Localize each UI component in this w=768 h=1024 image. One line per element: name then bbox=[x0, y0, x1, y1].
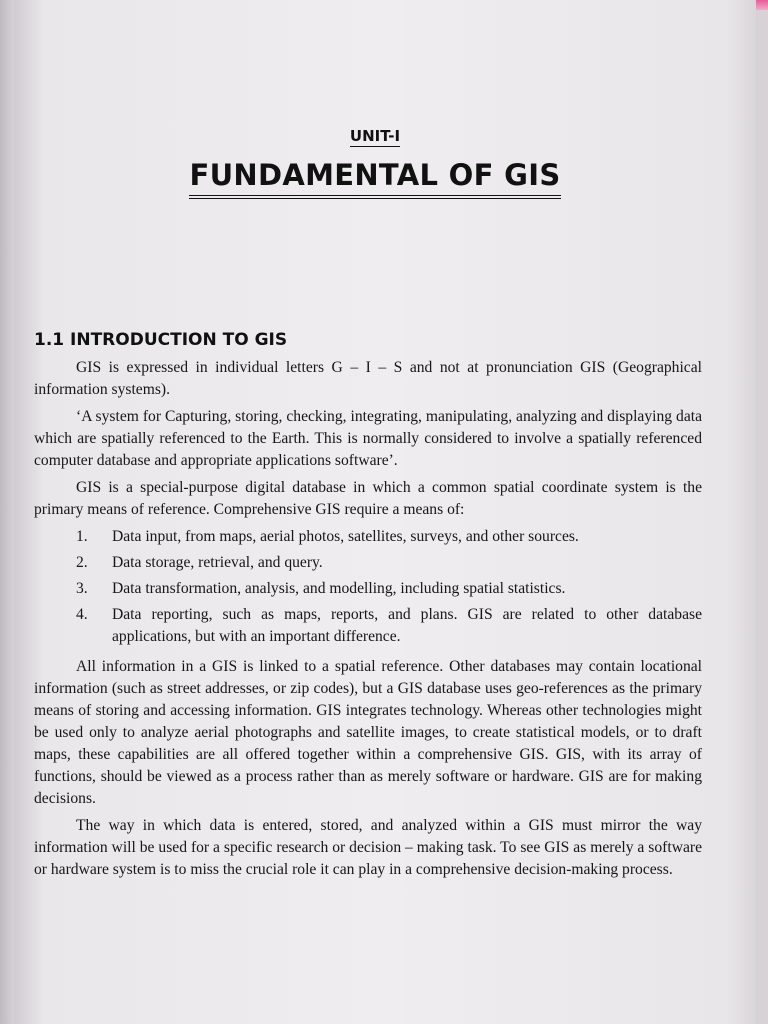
list-item bbox=[34, 578, 702, 600]
paragraph: GIS is a special-purpose digital database in which a common spatial coordinate system is the primary means of reference. Comprehensive GIS require a means of: bbox=[34, 479, 702, 518]
book-spine-edge bbox=[0, 0, 14, 1024]
list-number: 1. bbox=[76, 528, 88, 545]
paragraph: ‘A system for Capturing, storing, checking, integrating, manipulating, analyzing and displaying data which are spatially referenced to the Earth. This is normally considered to involve a spatially referenced computer database and appropriate applications software’. bbox=[34, 408, 702, 469]
paragraph: All information in a GIS is linked to a spatial reference. Other databases may contain locational information (such as street addresses, or zip codes), but a GIS database uses geo-references as the primary means of storing and accessing information. GIS integrates technology. Whereas other technologies might be used only to analyze aerial photographs and satellite images, to create statistical models, or to draft maps, these capabilities are all offered together within a comprehensive GIS. GIS, with its array of functions, should be viewed as a process rather than as merely software or hardware. GIS are for making decisions. bbox=[34, 658, 702, 807]
unit-label: UNIT-I bbox=[349, 127, 401, 145]
list-item bbox=[34, 526, 702, 548]
requirements-list bbox=[34, 526, 702, 648]
paragraph: The way in which data is entered, stored, and analyzed within a GIS must mirror the way information will be used for a specific research or decision – making task. To see GIS as merely a software or hardware system is to miss the crucial role it can play in a comprehensive decision-making process. bbox=[34, 817, 702, 878]
list-item bbox=[34, 552, 702, 574]
paragraph: GIS is expressed in individual letters G – I – S and not at pronunciation GIS (Geographical information systems). bbox=[34, 359, 702, 398]
list-number: 2. bbox=[76, 554, 88, 571]
chapter-title: FUNDAMENTAL OF GIS bbox=[14, 158, 736, 199]
list-text: Data reporting, such as maps, reports, and plans. GIS are related to other database applications, but with an important difference. bbox=[112, 606, 702, 645]
list-number: 3. bbox=[76, 580, 88, 597]
section-heading: 1.1 INTRODUCTION TO GIS bbox=[34, 330, 288, 350]
list-text: Data transformation, analysis, and modelling, including spatial statistics. bbox=[112, 580, 566, 597]
list-text: Data storage, retrieval, and query. bbox=[112, 554, 323, 571]
list-number: 4. bbox=[76, 606, 88, 623]
body-text bbox=[34, 357, 702, 886]
list-item bbox=[34, 604, 702, 648]
list-text: Data input, from maps, aerial photos, satellites, surveys, and other sources. bbox=[112, 528, 579, 545]
book-page bbox=[14, 0, 756, 1024]
